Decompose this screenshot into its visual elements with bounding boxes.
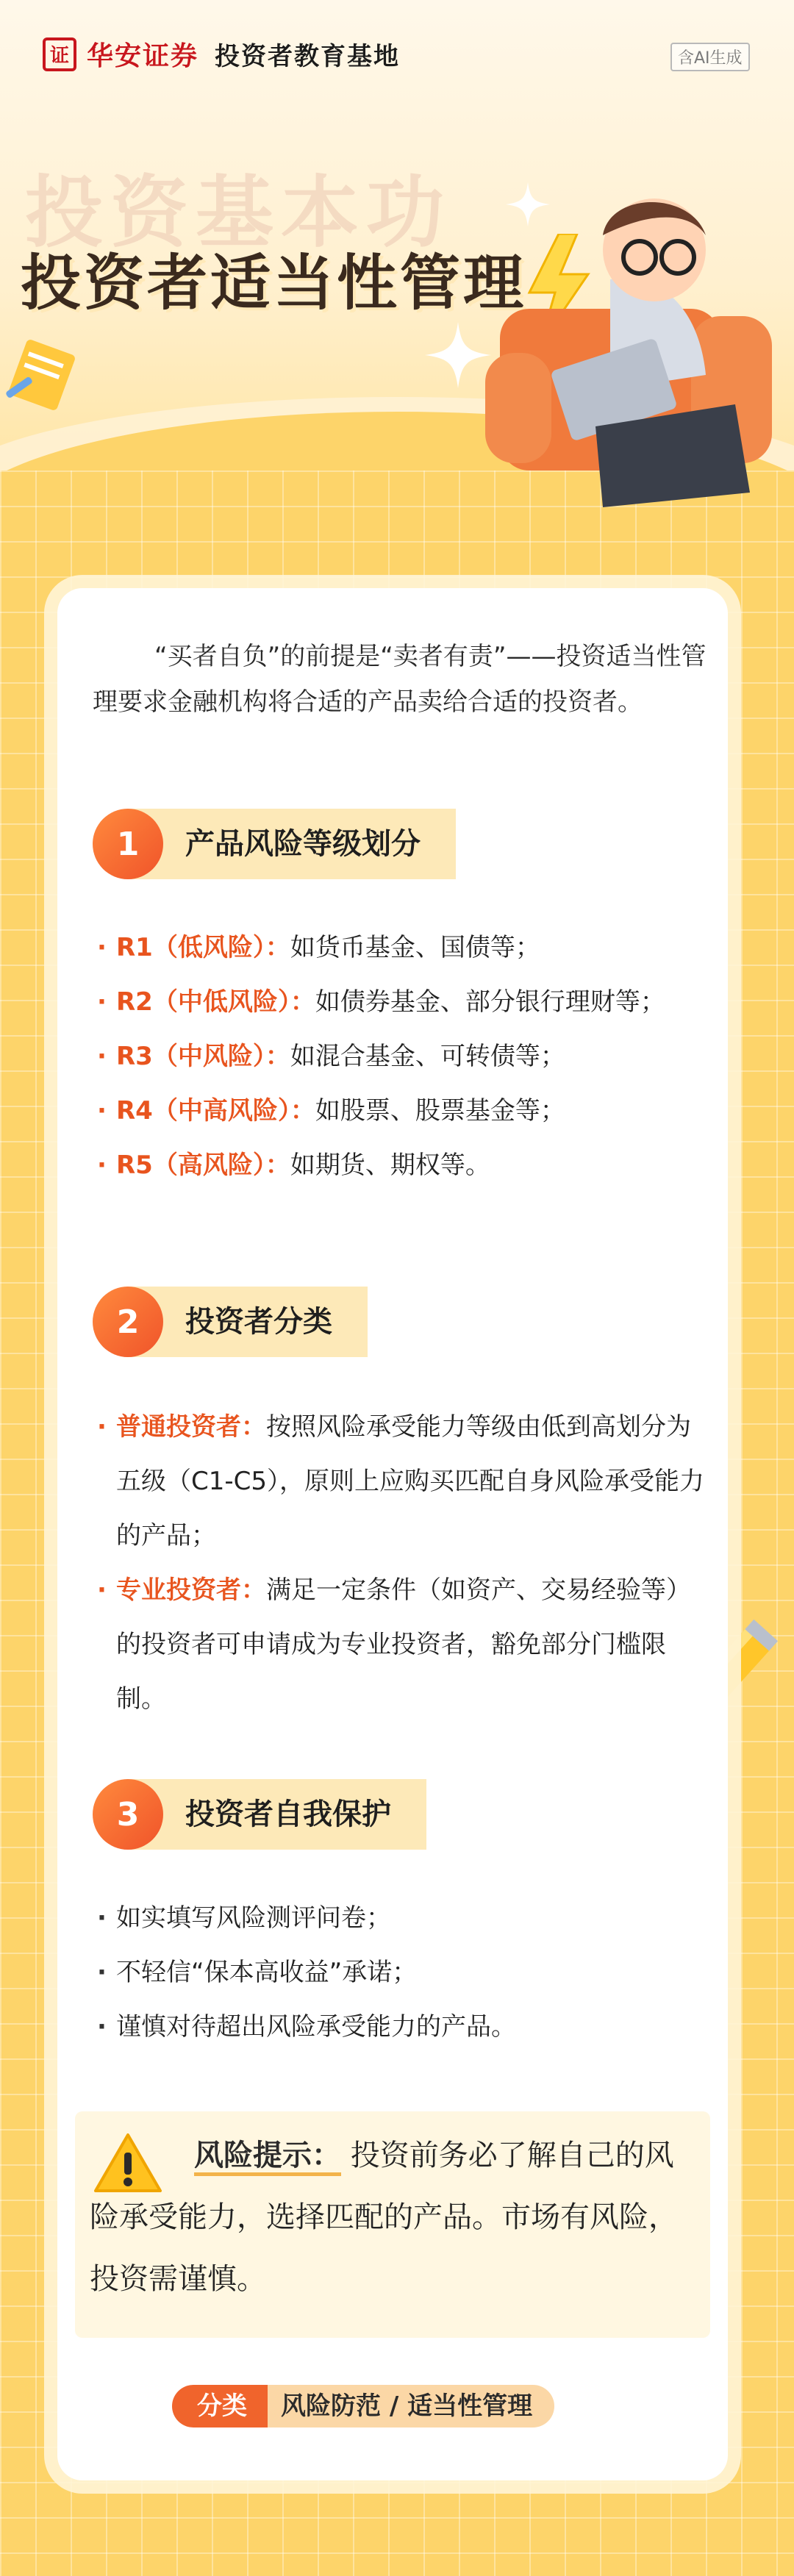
logo-seal-icon: 证 [43,37,76,71]
list-item: · 普通投资者：按照风险承受能力等级由低到高划分为五级（C1-C5），原则上应购买匹配自身风险承受能力的产品； [97,1412,705,1550]
investor-type-list [96,1400,706,1726]
list-item: · 谨慎对待超出风险承受能力的产品。 [97,2012,516,2042]
item-text: 如债券基金、部分银行理财等； [315,987,665,1017]
logo-brand-name: 华安证券 [87,40,199,71]
warning-text-block [90,2125,700,2310]
item-text: 如混合基金、可转债等； [290,1042,565,1071]
section-header-investor-types [93,1287,368,1357]
list-item: · 如实填写风险测评问卷； [97,1903,391,1933]
item-text: 不轻信“保本高收益”承诺； [116,1958,418,1987]
risk-level-list [96,920,706,1192]
section-number: 3 [93,1779,163,1850]
item-key: 普通投资者： [116,1412,266,1442]
self-protection-list [96,1891,706,2054]
warning-title: 风险提示： [194,2139,341,2176]
ai-generated-tag: 含AI生成 [670,43,750,71]
ghost-title: 投资基本功 [25,168,451,258]
category-value: 风险防范 / 适当性管理 [268,2385,554,2427]
item-text: 满足一定条件（如资产、交易经验等）的投资者可申请成为专业投资者，豁免部分门槛限制。 [116,1575,691,1714]
item-text: 如货币基金、国债等； [290,933,540,962]
warning-text: 投资前务必了解自己的风险承受能力，选择匹配的产品。市场有风险，投资需谨慎。 [90,2139,678,2296]
section-title: 产品风险等级划分 [126,809,456,879]
item-key: R5（高风险）： [116,1151,290,1180]
section-header-risk-levels [93,809,456,879]
logo-subtitle: 投资者教育基地 [215,42,401,71]
section-number: 1 [93,809,163,879]
section-title: 投资者自我保护 [126,1779,426,1850]
item-key: 专业投资者： [116,1575,266,1605]
item-text: 谨慎对待超出风险承受能力的产品。 [116,2012,516,2042]
list-item: · R1（低风险）：如货币基金、国债等； [97,933,540,962]
list-item: · 专业投资者：满足一定条件（如资产、交易经验等）的投资者可申请成为专业投资者，豁免部分门槛限制。 [97,1575,691,1714]
item-key: R3（中风险）： [116,1042,290,1071]
brand-logo [43,35,400,73]
notepad-icon [0,338,81,419]
item-key: R1（低风险）： [116,933,290,962]
item-key: R2（中低风险）： [116,987,315,1017]
category-label: 分类 [172,2385,268,2427]
risk-warning-box [75,2111,710,2338]
item-key: R4（中高风险）： [116,1096,315,1126]
list-item: · R5（高风险）：如期货、期权等。 [97,1151,490,1180]
section-header-self-protection [93,1779,426,1850]
item-text: 如实填写风险测评问卷； [116,1903,391,1933]
page-title: 投资者适当性管理 [21,248,527,318]
item-text: 如期货、期权等。 [290,1151,490,1180]
item-text: 如股票、股票基金等； [315,1096,565,1126]
item-text: 按照风险承受能力等级由低到高划分为五级（C1-C5），原则上应购买匹配自身风险承受能力的产品； [116,1412,705,1550]
list-item: · R4（中高风险）：如股票、股票基金等； [97,1096,565,1126]
category-tag [172,2385,554,2427]
intro-text: “买者自负”的前提是“卖者有责”——投资适当性管理要求金融机构将合适的产品卖给合适的投资者。 [93,642,707,717]
section-number: 2 [93,1287,163,1357]
character-illustration [471,184,794,507]
list-item: · R3（中风险）：如混合基金、可转债等； [97,1042,565,1071]
list-item: · 不轻信“保本高收益”承诺； [97,1958,418,1987]
list-item: · R2（中低风险）：如债券基金、部分银行理财等； [97,987,665,1017]
content-card [57,588,728,2480]
section-title: 投资者分类 [126,1287,368,1357]
